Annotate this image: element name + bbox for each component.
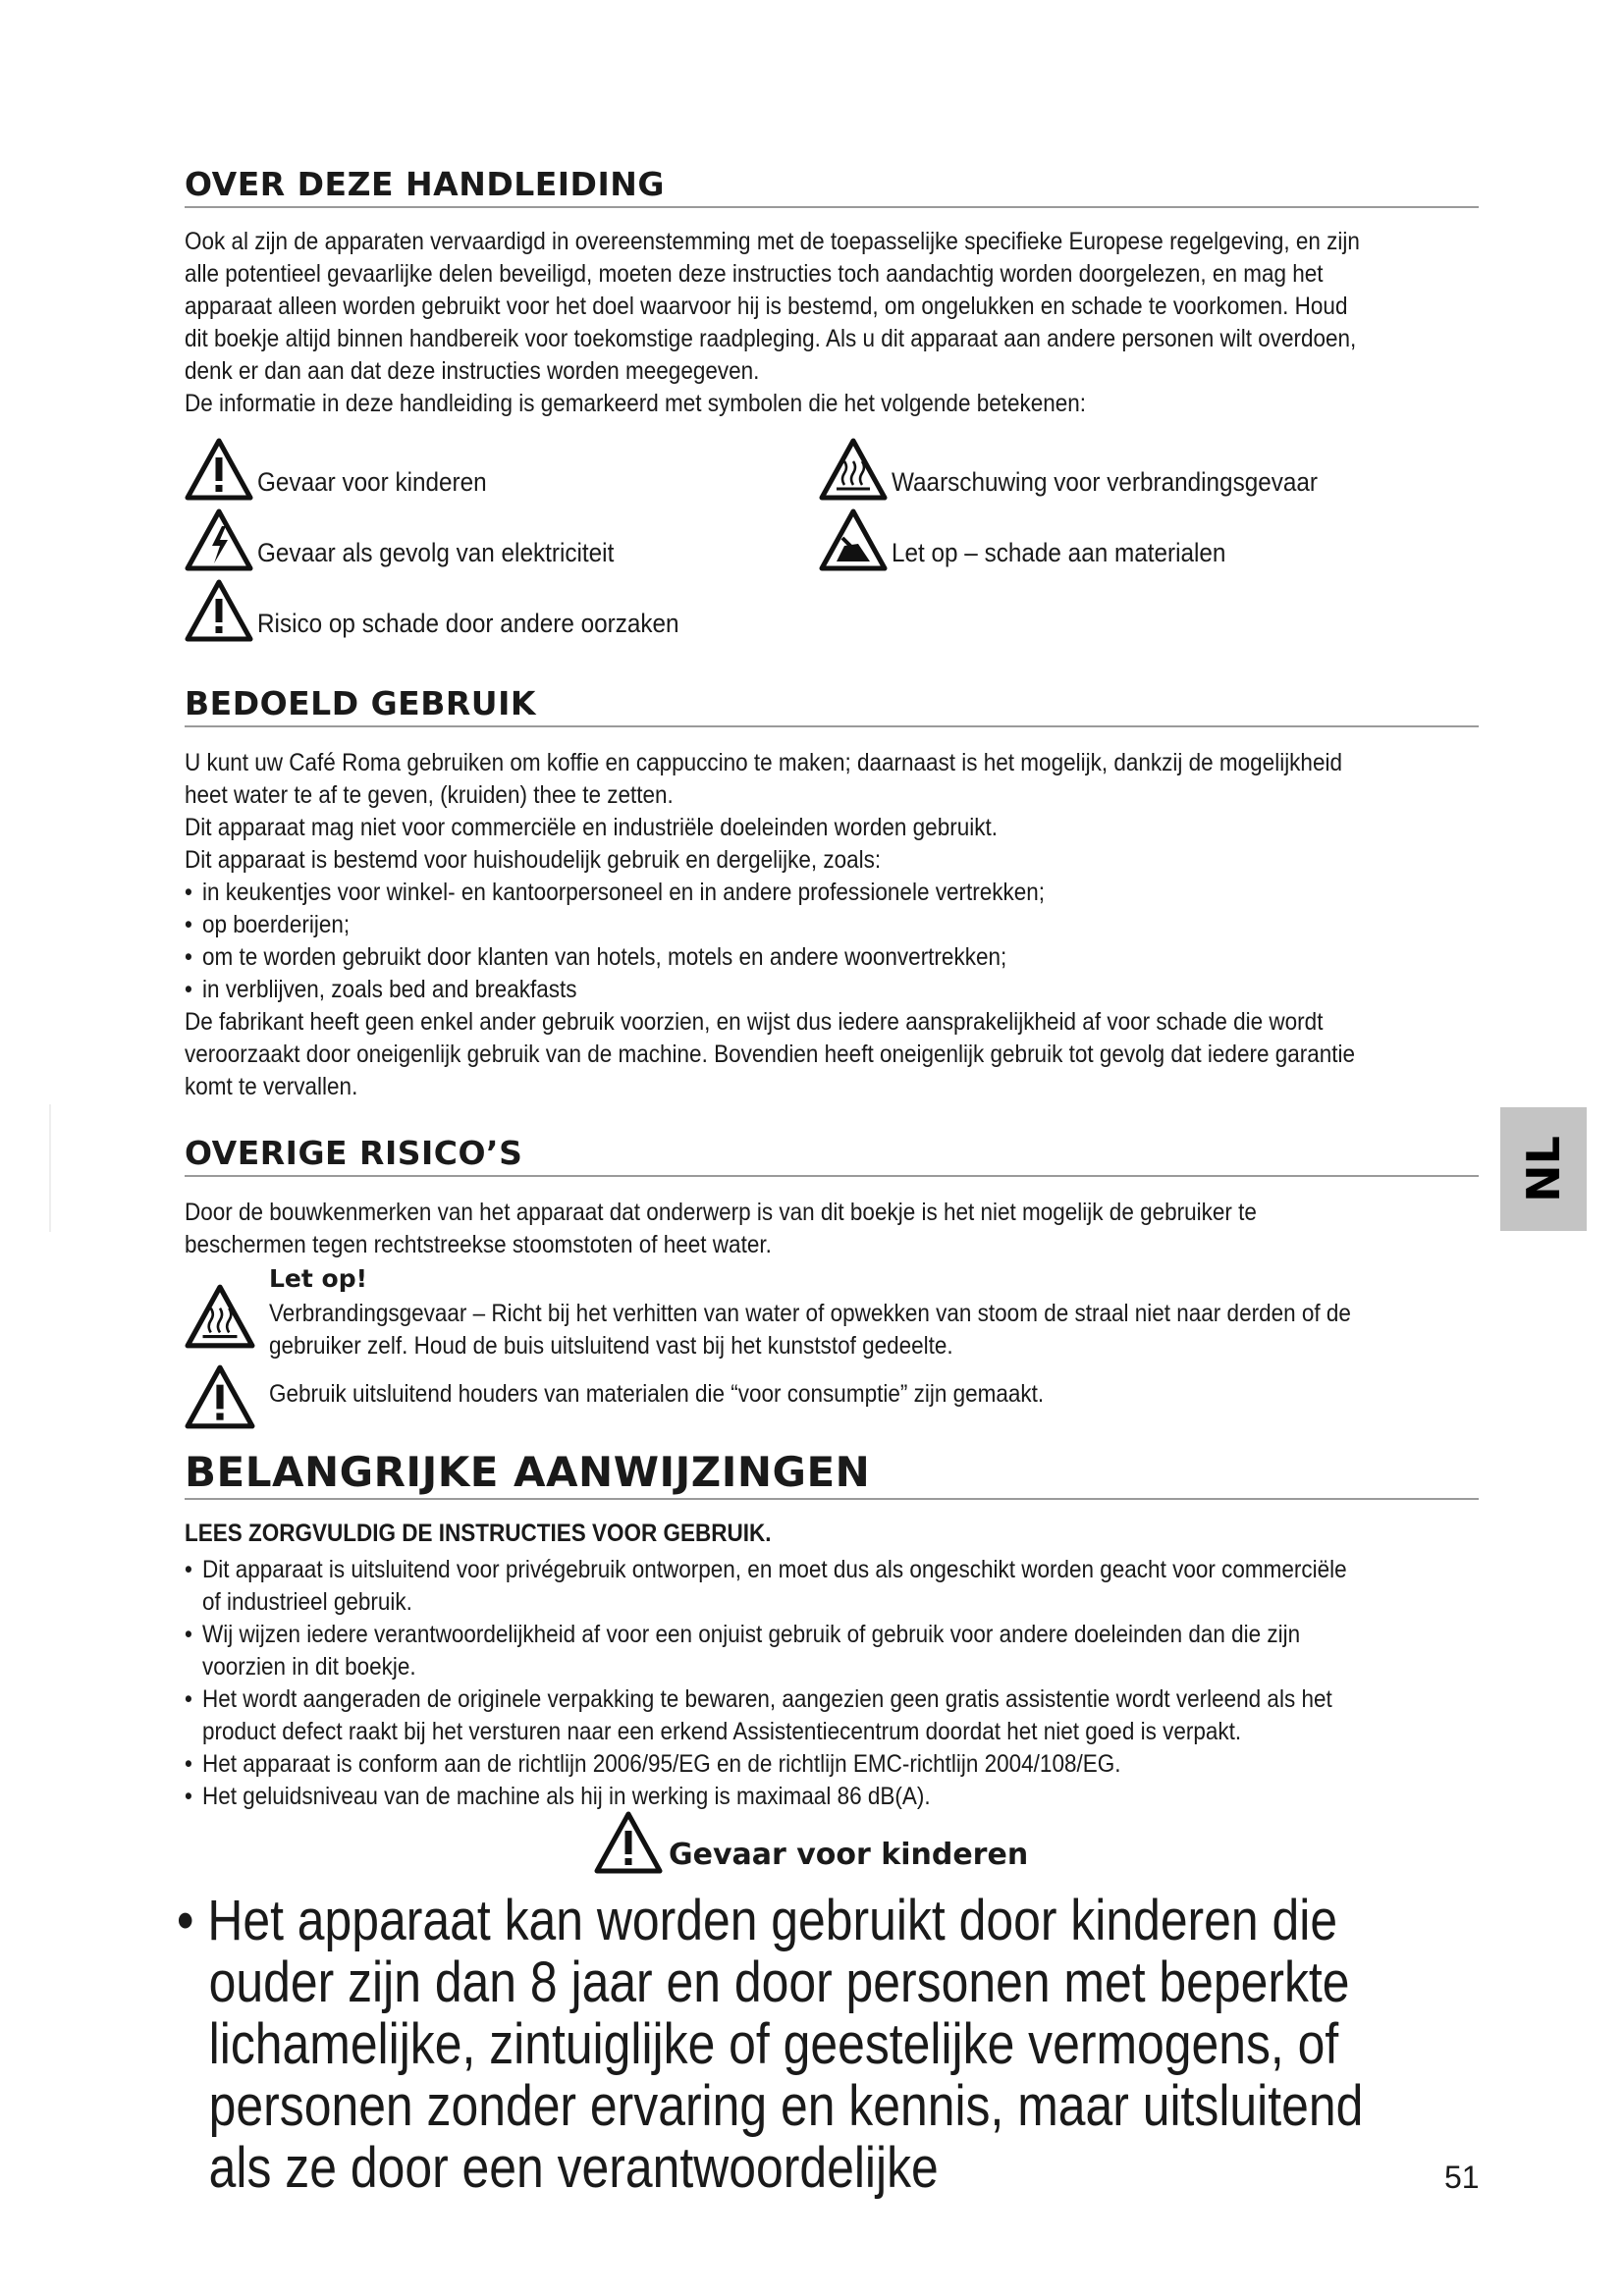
list-item: • Het wordt aangeraden de originele verpakking te bewaren, aangezien geen gratis assistentie wordt verleend als het product defect raakt bij het versturen naar een erkend Assistentiecentrum doordat het niet goed is verpakt. — [185, 1683, 1369, 1748]
list-item: • om te worden gebruikt door klanten van hotels, motels en andere woonvertrekken; — [185, 941, 1369, 974]
intended-use-p4: De fabrikant heeft geen enkel ander gebruik voorzien, en wijst dus iedere aansprakelijkheid af voor schade die wordt veroorzaakt door oneigenlijk gebruik van de machine. Bovendien heeft oneigenlijk gebruik tot gevolg dat iedere garantie komt te vervallen. — [185, 1008, 1356, 1100]
child-warning-icon — [594, 1811, 663, 1874]
symbol-materials-label: Let op – schade aan materialen — [892, 538, 1226, 567]
symbol-other-row — [185, 579, 726, 642]
food-holder-warning-text: Gebruik uitsluitend houders van materialen die “voor consumptie” zijn gemaakt. — [269, 1380, 1045, 1408]
other-risks-text: Door de bouwkenmerken van het apparaat dat onderwerp is van dit boekje is het niet mogelijk de gebruiker te beschermen tegen rechtstreekse stoomstoten of heet water. — [185, 1199, 1257, 1258]
section-title-about-manual: OVER DEZE HANDLEIDING — [185, 165, 1479, 208]
about-manual-text — [185, 226, 1369, 420]
general-warning-icon — [185, 579, 253, 642]
intended-use-text — [185, 747, 1369, 1103]
intended-use-p3: Dit apparaat is bestemd voor huishoudelijk gebruik en dergelijke, zoals: — [185, 846, 882, 874]
language-tab — [1500, 1107, 1587, 1231]
symbol-electric-row — [185, 508, 654, 571]
about-manual-paragraph: Ook al zijn de apparaten vervaardigd in overeenstemming met de toepasselijke specifieke Europese regelgeving, en zijn alle potentieel gevaarlijke delen beveiligd, moeten deze instructies toch aandachtig worden doorgelezen, en mag het apparaat alleen worden gebruikt voor het doel waarvoor hij is bestemd, om ongelukken en schade te voorkomen. Houd dit boekje altijd binnen handbereik voor toekomstige raadpleging. Als u dit apparaat aan andere personen wilt overdoen, denk er dan aan dat deze instructies worden meegegeven. — [185, 228, 1360, 385]
page-number: 51 — [1444, 2160, 1480, 2195]
symbol-other-label: Risico op schade door andere oorzaken — [257, 609, 679, 638]
section-title-important-instructions: BELANGRIJKE AANWIJZINGEN — [185, 1449, 1479, 1500]
symbol-children-label: Gevaar voor kinderen — [257, 467, 487, 497]
attention-heading: Let op! — [269, 1264, 368, 1293]
list-item: • Het apparaat is conform aan de richtlijn 2006/95/EG en de richtlijn EMC-richtlijn 2004/108/EG. — [185, 1748, 1369, 1781]
material-damage-icon — [819, 508, 888, 571]
list-item: • Dit apparaat is uitsluitend voor privégebruik ontworpen, en moet dus als ongeschikt worden geacht voor commerciële of industrieel gebruik. — [185, 1554, 1369, 1619]
child-safety-text — [177, 1890, 1392, 2199]
symbol-burn-label: Waarschuwing voor verbrandingsgevaar — [892, 467, 1319, 497]
read-instructions-subhead: LEES ZORGVULDIG DE INSTRUCTIES VOOR GEBRUIK. — [185, 1520, 772, 1547]
symbol-electric-label: Gevaar als gevolg van elektriciteit — [257, 538, 615, 567]
general-warning-icon — [185, 1364, 255, 1429]
symbol-materials-row — [819, 508, 1263, 571]
symbol-burn-row — [819, 438, 1365, 501]
intended-use-p1: U kunt uw Café Roma gebruiken om koffie en cappuccino te maken; daarnaast is het mogelijk, dankzij de mogelijkheid heet water te af te geven, (kruiden) thee te zetten. — [185, 749, 1342, 809]
important-instructions-list — [185, 1554, 1369, 1813]
list-item: • Wij wijzen iedere verantwoordelijkheid af voor een onjuist gebruik of gebruik voor andere doeleinden dan die zijn voorzien in dit boekje. — [185, 1619, 1369, 1683]
list-item: • in keukentjes voor winkel- en kantoorpersoneel en in andere professionele vertrekken; — [185, 877, 1369, 909]
child-danger-label: Gevaar voor kinderen — [669, 1838, 1029, 1872]
electric-warning-icon — [185, 508, 253, 571]
margin-mark — [49, 1104, 51, 1232]
intended-use-p2: Dit apparaat mag niet voor commerciële en industriële doeleinden worden gebruikt. — [185, 814, 998, 841]
burn-warning-text: Verbrandingsgevaar – Richt bij het verhitten van water of opwekken van stoom de straal niet naar derden of de gebruiker zelf. Houd de buis uitsluitend vast bij het kunststof gedeelte. — [269, 1300, 1351, 1360]
symbol-children-row — [185, 438, 513, 501]
section-title-other-risks: OVERIGE RISICO’S — [185, 1134, 1479, 1177]
section-title-intended-use: BEDOELD GEBRUIK — [185, 684, 1479, 727]
symbols-intro: De informatie in deze handleiding is gemarkeerd met symbolen die het volgende betekenen: — [185, 390, 1087, 417]
list-item: • Het geluidsniveau van de machine als hij in werking is maximaal 86 dB(A). — [185, 1781, 1369, 1813]
child-warning-icon — [185, 438, 253, 501]
list-item: • op boerderijen; — [185, 909, 1369, 941]
burn-warning-icon — [185, 1284, 255, 1349]
child-safety-paragraph: • Het apparaat kan worden gebruikt door kinderen die ouder zijn dan 8 jaar en door personen met beperkte lichamelijke, zintuiglijke of geestelijke vermogens, of personen zonder ervaring en kennis, maar uitsluitend als ze door een verantwoordelijke — [177, 1889, 1364, 2200]
language-code: NL — [1517, 1136, 1570, 1202]
list-item: • in verblijven, zoals bed and breakfasts — [185, 974, 1369, 1006]
burn-warning-icon — [819, 438, 888, 501]
child-danger-heading — [594, 1811, 1028, 1874]
